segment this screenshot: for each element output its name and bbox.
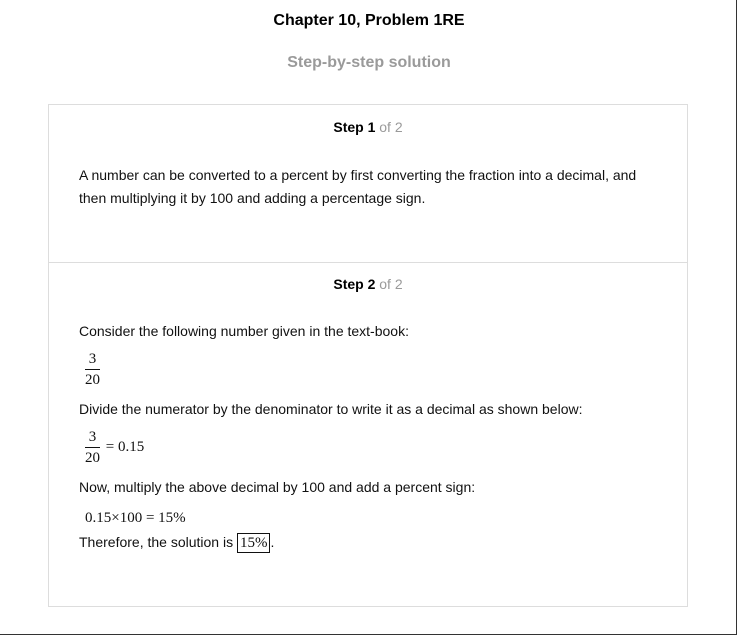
multiply-instruction: Now, multiply the above decimal by 100 and add a percent sign: xyxy=(79,479,476,495)
step-1-of-total: of 2 xyxy=(379,119,403,135)
divide-instruction: Divide the numerator by the denominator to write it as a decimal as shown below: xyxy=(79,401,583,417)
given-fraction xyxy=(85,351,100,388)
conclusion-text: Therefore, the solution is xyxy=(79,534,234,550)
step-1-section xyxy=(49,105,687,263)
fraction-denominator: 20 xyxy=(85,372,100,388)
decimal-fraction-numerator: 3 xyxy=(85,429,100,448)
decimal-fraction-denominator: 20 xyxy=(85,450,100,466)
answer-box: 15% xyxy=(237,533,271,553)
conclusion-period: . xyxy=(270,534,275,550)
fraction-numerator: 3 xyxy=(85,351,100,370)
step-1-label: Step 1 xyxy=(333,119,376,135)
step-2-header xyxy=(49,276,687,292)
step-2-intro: Consider the following number given in the text-book: xyxy=(79,323,409,339)
page-title: Chapter 10, Problem 1RE xyxy=(273,12,465,29)
step-2-section xyxy=(49,262,687,606)
step-2-of-total: of 2 xyxy=(379,276,403,292)
page-subtitle: Step-by-step solution xyxy=(287,54,451,71)
step-1-paragraph: A number can be converted to a percent by first converting the fraction into a decimal, and then multiplying it by 100 and adding a percentage sign. xyxy=(79,167,637,206)
step-2-label: Step 2 xyxy=(333,276,376,292)
solution-card xyxy=(48,104,688,607)
decimal-equation xyxy=(85,429,144,466)
decimal-result: = 0.15 xyxy=(105,439,145,455)
step-1-header xyxy=(49,119,687,135)
percent-equation: 0.15×100 = 15% xyxy=(85,510,186,526)
decimal-fraction xyxy=(85,429,100,466)
conclusion xyxy=(79,531,664,554)
fraction xyxy=(85,351,100,388)
